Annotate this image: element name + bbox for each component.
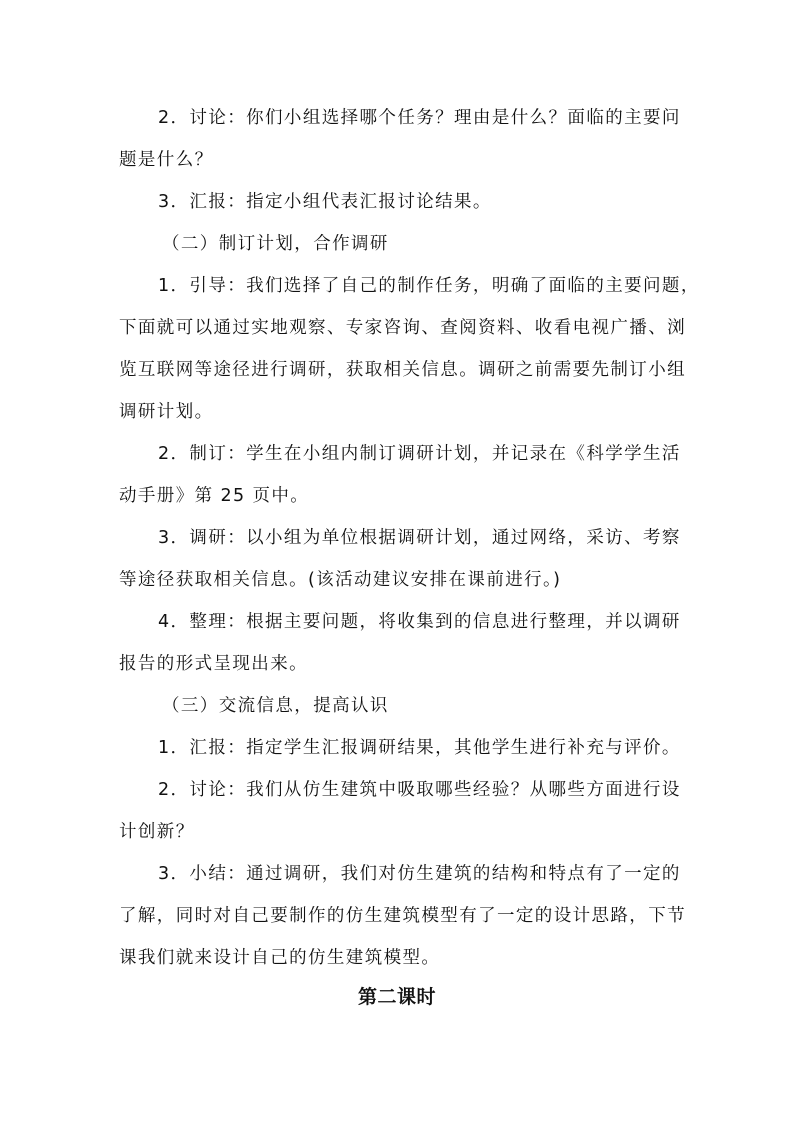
paragraph-line: 览互联网等途径进行调研，获取相关信息。调研之前需要先制订小组 [119, 360, 686, 380]
paragraph-line: 2．讨论：我们从仿生建筑中吸取哪些经验？从哪些方面进行设 [158, 780, 681, 800]
paragraph-line: 1．汇报：指定学生汇报调研结果，其他学生进行补充与评价。 [158, 738, 681, 758]
paragraph-line: 3．小结：通过调研，我们对仿生建筑的结构和特点有了一定的 [158, 864, 681, 884]
paragraph-line: 课我们就来设计自己的仿生建筑模型。 [119, 948, 441, 968]
paragraph-line: 3．汇报：指定小组代表汇报讨论结果。 [158, 192, 492, 212]
section-heading: 第二课时 [357, 986, 436, 1008]
paragraph-line: 1．引导：我们选择了自己的制作任务，明确了面临的主要问题， [158, 276, 700, 296]
subsection-heading: （三）交流信息，提高认识 [162, 696, 389, 716]
paragraph-line: 2．制订：学生在小组内制订调研计划，并记录在《科学学生活 [158, 444, 681, 464]
subsection-heading: （二）制订计划，合作调研 [162, 234, 389, 254]
paragraph-line: 调研计划。 [119, 402, 214, 422]
paragraph-line: 计创新？ [119, 822, 195, 842]
paragraph-line: 下面就可以通过实地观察、专家咨询、查阅资料、收看电视广播、浏 [119, 318, 686, 338]
paragraph-line: 2．讨论：你们小组选择哪个任务？理由是什么？面临的主要问 [158, 108, 681, 128]
paragraph-line: 了解，同时对自己要制作的仿生建筑模型有了一定的设计思路，下节 [119, 906, 686, 926]
paragraph-line: 4．整理：根据主要问题，将收集到的信息进行整理，并以调研 [158, 612, 681, 632]
paragraph-line: 报告的形式呈现出来。 [119, 654, 308, 674]
paragraph-line: 等途径获取相关信息。(该活动建议安排在课前进行。) [119, 570, 562, 590]
paragraph-line: 题是什么？ [119, 150, 214, 170]
paragraph-line: 3．调研：以小组为单位根据调研计划，通过网络，采访、考察 [158, 528, 681, 548]
paragraph-line: 动手册》第 25 页中。 [119, 486, 310, 506]
